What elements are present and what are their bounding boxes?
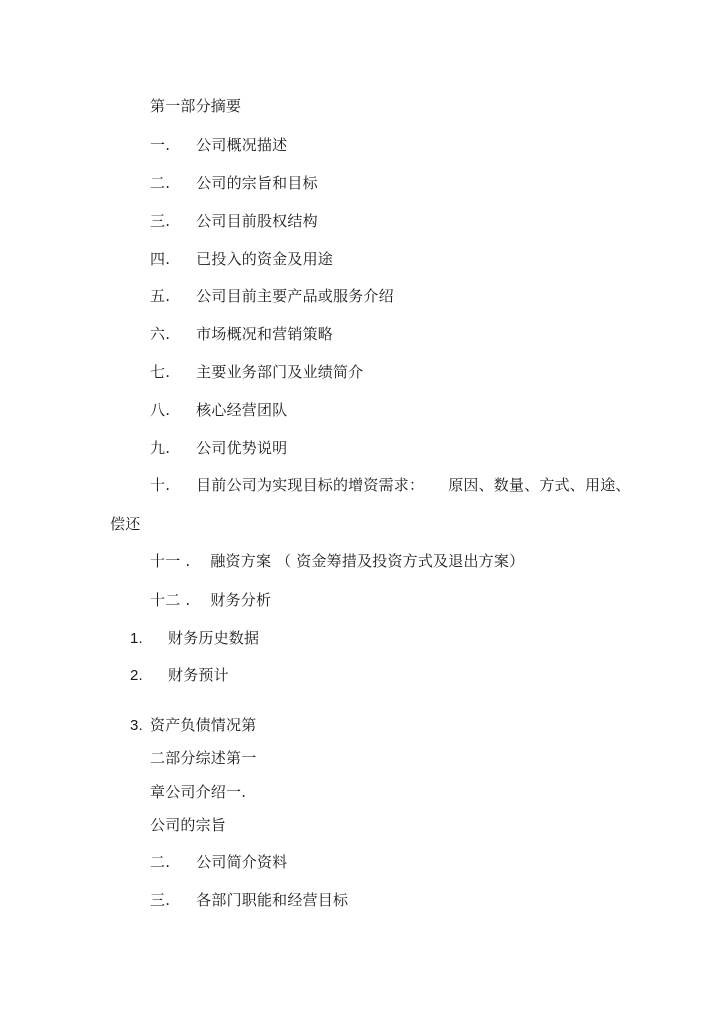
item-text: 公司优势说明 bbox=[196, 439, 288, 457]
item-number: 一. bbox=[150, 136, 171, 154]
list-item bbox=[150, 286, 394, 306]
list-item bbox=[150, 438, 287, 458]
item-text: 资产负债情况第 bbox=[150, 716, 257, 734]
item-number: 1. bbox=[130, 630, 143, 647]
item-number: 四. bbox=[150, 250, 171, 268]
list-item bbox=[150, 173, 318, 193]
item-number: 七. bbox=[150, 363, 171, 381]
item-number: 二. bbox=[150, 853, 171, 871]
item-number: 十一 . bbox=[150, 552, 191, 570]
item-wrap-line bbox=[110, 514, 140, 534]
list-item bbox=[150, 211, 318, 231]
wrap-line-text: 章公司介绍一. bbox=[150, 783, 247, 801]
item-text: 财务历史数据 bbox=[168, 629, 260, 647]
list-item bbox=[150, 135, 287, 155]
item-text: 各部门职能和经营目标 bbox=[196, 891, 349, 909]
item-text: 已投入的资金及用途 bbox=[196, 250, 333, 268]
list-item bbox=[150, 249, 333, 269]
item-text: 市场概况和营销策略 bbox=[196, 325, 333, 343]
wrap-line-text: 公司的宗旨 bbox=[150, 816, 227, 834]
list-item bbox=[150, 551, 524, 571]
item-text: 核心经营团队 bbox=[196, 401, 288, 419]
item-number: 六. bbox=[150, 325, 171, 343]
item-text: 财务分析 bbox=[210, 591, 272, 609]
item-number: 2. bbox=[130, 667, 143, 684]
item-text: 公司目前主要产品或服务介绍 bbox=[196, 287, 394, 305]
list-item bbox=[150, 852, 287, 872]
sub-list-item bbox=[130, 715, 256, 736]
sub-list-item bbox=[130, 628, 259, 649]
item-text: 财务预计 bbox=[168, 666, 229, 684]
list-item bbox=[150, 890, 348, 910]
wrap-line bbox=[150, 815, 226, 835]
item-text: 公司目前股权结构 bbox=[196, 212, 318, 230]
item-text: 融资方案 （ 资金筹措及投资方式及退出方案） bbox=[210, 552, 525, 570]
list-item bbox=[150, 475, 631, 495]
part1-title bbox=[150, 96, 241, 116]
item-text: 目前公司为实现目标的增资需求： bbox=[196, 476, 425, 494]
item-text: 公司概况描述 bbox=[196, 136, 288, 154]
item-number: 3. bbox=[130, 717, 143, 734]
wrap-line-text: 二部分综述第一 bbox=[150, 749, 257, 767]
item-number: 二. bbox=[150, 174, 171, 192]
item-text: 公司简介资料 bbox=[196, 853, 288, 871]
item-number: 五. bbox=[150, 287, 171, 305]
part1-title-text: 第一部分摘要 bbox=[150, 97, 242, 115]
item-number: 九. bbox=[150, 439, 171, 457]
item-number: 十. bbox=[150, 476, 171, 494]
item-text: 公司的宗旨和目标 bbox=[196, 174, 318, 192]
wrap-line bbox=[150, 782, 246, 802]
wrap-line bbox=[150, 748, 256, 768]
item-wrap-text: 偿还 bbox=[110, 515, 141, 533]
item-number: 三. bbox=[150, 891, 171, 909]
item-number: 三. bbox=[150, 212, 171, 230]
sub-list-item bbox=[130, 665, 229, 686]
list-item bbox=[150, 400, 287, 420]
item-text: 主要业务部门及业绩简介 bbox=[196, 363, 364, 381]
item-number: 八. bbox=[150, 401, 171, 419]
list-item bbox=[150, 324, 333, 344]
item-text-continued: 原因、数量、方式、用途、 bbox=[448, 476, 631, 494]
list-item bbox=[150, 590, 271, 610]
list-item bbox=[150, 362, 363, 382]
item-number: 十二 . bbox=[150, 591, 191, 609]
